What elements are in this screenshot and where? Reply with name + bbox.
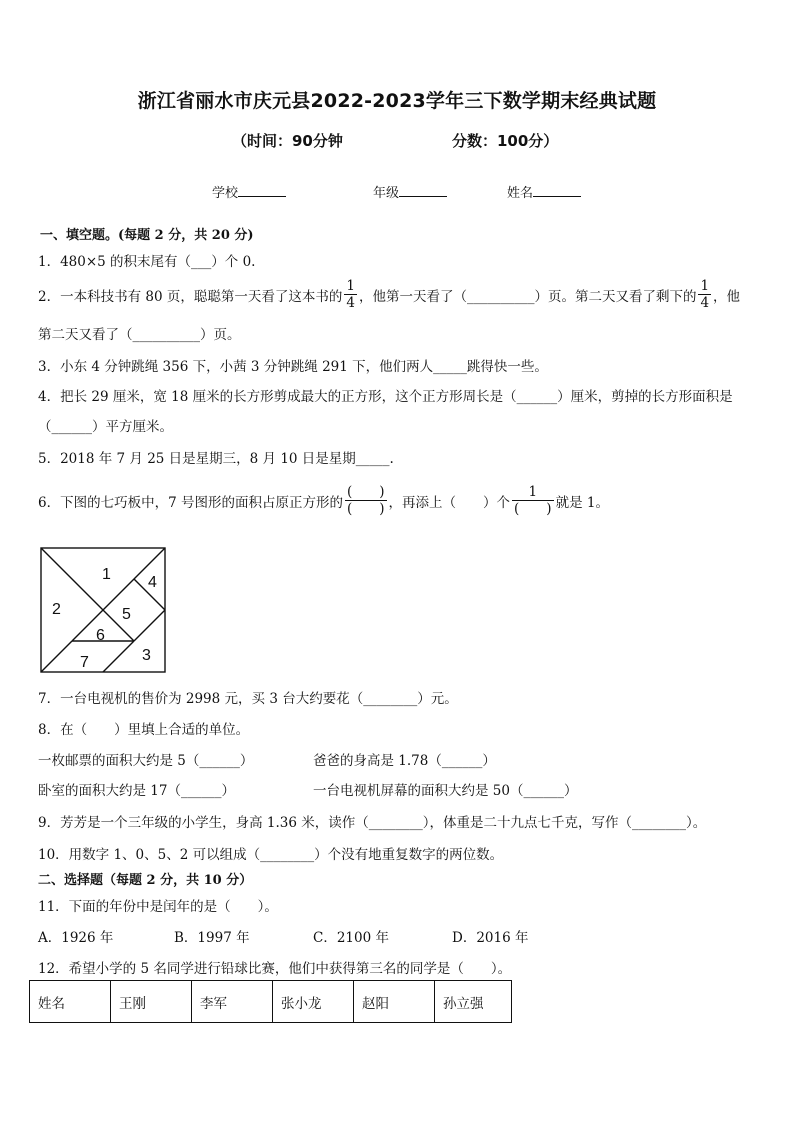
tangram-label-3: 3 (142, 647, 151, 664)
name-field[interactable]: 姓名 (507, 182, 581, 201)
section-2-heading: 二、选择题（每题 2 分，共 10 分） (38, 873, 253, 888)
grade-field[interactable]: 年级 (373, 182, 447, 201)
question-8c: 卧室的面积大约是 17（______） (38, 783, 235, 799)
option-b: B．1997 年 (174, 930, 250, 946)
school-field[interactable]: 学校 (212, 182, 286, 201)
question-2-line2: 第二天又看了（__________）页。 (38, 327, 241, 343)
question-4: 4．把长 29 厘米，宽 18 厘米的长方形剪成最大的正方形，这个正方形周长是（______）厘米，剪掉的长方形面积是 (38, 389, 733, 405)
exam-score: 分数：100分） (452, 132, 559, 150)
table-cell: 李军 (192, 981, 273, 1023)
question-8d: 一台电视机屏幕的面积大约是 50（______） (313, 783, 578, 799)
table-cell: 张小龙 (273, 981, 354, 1023)
fraction-quarter: $\frac{1}{4}$ (346, 278, 355, 311)
tangram-label-5: 5 (122, 606, 131, 623)
fraction-blank: $\frac{( )}{( )}$ (346, 484, 385, 517)
option-c: C．2100 年 (313, 930, 389, 946)
fraction-unit: $\frac{1}{( )}$ (514, 484, 552, 517)
question-6: 6．下图的七巧板中，7 号图形的面积占原正方形的 $\frac{( )}{( )}$ ，再添上（ ）个 $\frac{1}{( )}$ 就是 1。 (38, 484, 609, 517)
question-8: 8．在（ ）里填上合适的单位。 (38, 722, 250, 738)
question-1: 1．480×5 的积末尾有（___）个 0. (38, 254, 256, 270)
question-2: 2．一本科技书有 80 页，聪聪第一天看了这本书的 $\frac{1}{4}$ ，他第一天看了（__________）页。第二天又看了剩下的 $\frac{1}{4}$ ，他 (38, 278, 741, 311)
section-1-heading: 一、填空题。(每题 2 分，共 20 分) (40, 228, 254, 243)
option-a: A．1926 年 (38, 930, 114, 946)
table-cell: 姓名 (30, 981, 111, 1023)
page-title: 浙江省丽水市庆元县2022-2023学年三下数学期末经典试题 (137, 90, 657, 112)
tangram-diagram (38, 545, 168, 675)
question-11: 11．下面的年份中是闰年的是（ ）。 (38, 899, 278, 915)
question-4-line2: （______）平方厘米。 (38, 419, 173, 435)
tangram-label-6: 6 (96, 627, 105, 644)
tangram-label-1: 1 (102, 566, 111, 583)
question-8a: 一枚邮票的面积大约是 5（______） (38, 753, 254, 769)
exam-time: （时间：90分钟 (232, 132, 343, 150)
question-5: 5．2018 年 7 月 25 日是星期三，8 月 10 日是星期_____. (38, 451, 394, 467)
fraction-quarter: $\frac{1}{4}$ (700, 278, 710, 311)
option-d: D．2016 年 (452, 930, 529, 946)
tangram-label-4: 4 (148, 574, 157, 591)
table-cell: 王刚 (111, 981, 192, 1023)
tangram-label-7: 7 (80, 654, 89, 671)
question-8b: 爸爸的身高是 1.78（______） (313, 753, 496, 769)
question-9: 9．芳芳是一个三年级的小学生，身高 1.36 米，读作（________），体重是二十九点七千克，写作（________）。 (38, 815, 707, 831)
students-table (29, 980, 512, 1023)
question-10: 10．用数字 1、0、5、2 可以组成（________）个没有地重复数字的两位数。 (38, 847, 504, 863)
table-cell: 赵阳 (354, 981, 435, 1023)
question-7: 7．一台电视机的售价为 2998 元，买 3 台大约要花（________）元。 (38, 691, 458, 707)
question-12: 12．希望小学的 5 名同学进行铅球比赛，他们中获得第三名的同学是（ ）。 (38, 961, 512, 977)
table-cell: 孙立强 (435, 981, 512, 1023)
table-row (30, 981, 512, 1023)
tangram-label-2: 2 (52, 601, 61, 618)
question-3: 3．小东 4 分钟跳绳 356 下，小茜 3 分钟跳绳 291 下，他们两人_____跳得快一些。 (38, 359, 548, 375)
